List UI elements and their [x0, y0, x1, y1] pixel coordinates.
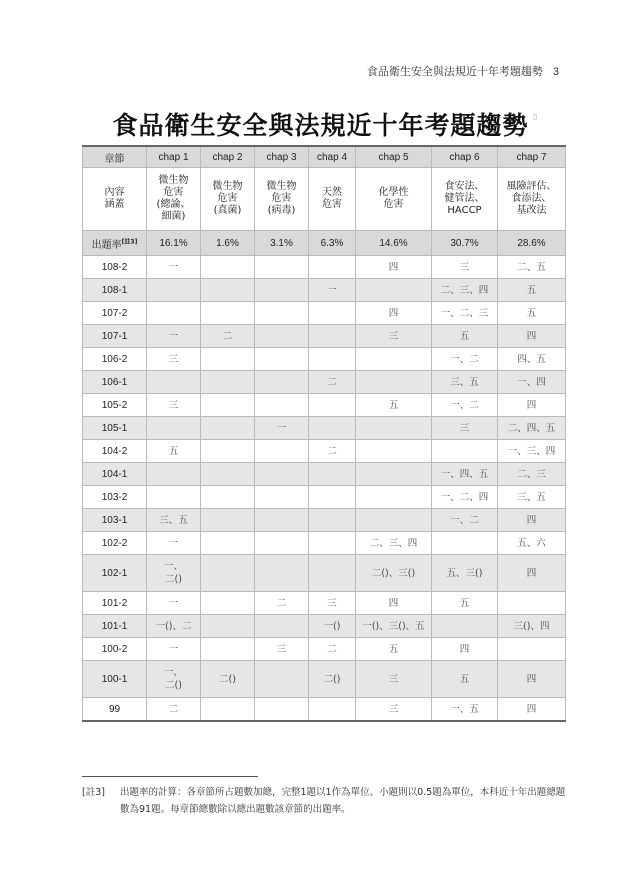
exam-trend-table — [82, 145, 566, 722]
question-cell: 五 — [356, 394, 432, 417]
question-cell: 三 — [432, 417, 498, 440]
question-cell — [201, 486, 255, 509]
question-cell — [147, 302, 201, 325]
question-cell: 一 — [147, 638, 201, 661]
question-cell — [201, 302, 255, 325]
table-row — [83, 555, 566, 592]
table-row — [83, 302, 566, 325]
question-cell: 一、 二() — [147, 661, 201, 698]
question-cell — [255, 371, 309, 394]
content-cell: 風險評估、 食添法、 基改法 — [498, 168, 566, 231]
content-label: 內容 涵蓋 — [83, 168, 147, 231]
question-cell — [356, 371, 432, 394]
exam-session-cell: 108-1 — [83, 279, 147, 302]
table-row — [83, 661, 566, 698]
question-cell: 三 — [309, 592, 356, 615]
question-cell: 一、二 — [432, 348, 498, 371]
exam-session-cell: 106-1 — [83, 371, 147, 394]
question-cell: 四 — [498, 509, 566, 532]
question-cell — [201, 509, 255, 532]
chapter-header: chap 5 — [356, 146, 432, 168]
question-cell: 一、 二() — [147, 555, 201, 592]
question-cell: 五、三() — [432, 555, 498, 592]
exam-session-cell: 100-1 — [83, 661, 147, 698]
question-cell: 一 — [147, 532, 201, 555]
chapter-header: chap 1 — [147, 146, 201, 168]
question-cell: 四 — [498, 661, 566, 698]
question-cell — [498, 592, 566, 615]
question-cell — [255, 615, 309, 638]
table-row — [83, 279, 566, 302]
rate-cell: 14.6% — [356, 231, 432, 256]
question-cell: 一 — [147, 256, 201, 279]
question-cell: 一()、三()、五 — [356, 615, 432, 638]
content-row — [83, 168, 566, 231]
exam-session-cell: 100-2 — [83, 638, 147, 661]
exam-session-cell: 102-2 — [83, 532, 147, 555]
question-cell — [201, 348, 255, 371]
question-cell — [356, 463, 432, 486]
question-cell — [356, 440, 432, 463]
question-cell — [201, 371, 255, 394]
table-row — [83, 486, 566, 509]
table-row — [83, 440, 566, 463]
question-cell: 二、三 — [498, 463, 566, 486]
question-cell: 一、二 — [432, 509, 498, 532]
question-cell — [255, 279, 309, 302]
question-cell: 三、五 — [147, 509, 201, 532]
rate-cell: 28.6% — [498, 231, 566, 256]
running-header — [367, 63, 559, 79]
exam-session-cell: 107-1 — [83, 325, 147, 348]
question-cell: 五 — [147, 440, 201, 463]
content-cell: 微生物 危害 (真菌) — [201, 168, 255, 231]
question-cell: 四、五 — [498, 348, 566, 371]
question-cell: 二、五 — [498, 256, 566, 279]
question-cell — [201, 417, 255, 440]
title-corner-mark: ▯ — [533, 112, 538, 121]
exam-session-cell: 104-2 — [83, 440, 147, 463]
question-cell — [201, 440, 255, 463]
table-row — [83, 463, 566, 486]
exam-session-cell: 103-1 — [83, 509, 147, 532]
question-cell: 五 — [432, 661, 498, 698]
rate-row — [83, 231, 566, 256]
chapter-header: chap 6 — [432, 146, 498, 168]
table-row — [83, 325, 566, 348]
question-cell — [432, 532, 498, 555]
question-cell: 四 — [432, 638, 498, 661]
question-cell: 二 — [147, 698, 201, 722]
table-row — [83, 638, 566, 661]
question-cell — [147, 371, 201, 394]
question-cell: 四 — [356, 592, 432, 615]
question-cell — [255, 394, 309, 417]
question-cell: 二() — [309, 661, 356, 698]
question-cell — [356, 486, 432, 509]
question-cell — [255, 486, 309, 509]
question-cell — [255, 256, 309, 279]
rate-cell: 30.7% — [432, 231, 498, 256]
table-row — [83, 256, 566, 279]
exam-session-cell: 103-2 — [83, 486, 147, 509]
question-cell — [201, 256, 255, 279]
question-cell — [201, 463, 255, 486]
question-cell: 二 — [309, 440, 356, 463]
table-row — [83, 509, 566, 532]
question-cell — [255, 661, 309, 698]
question-cell — [201, 279, 255, 302]
rate-cell: 6.3% — [309, 231, 356, 256]
exam-session-cell: 104-1 — [83, 463, 147, 486]
question-cell: 三、五 — [498, 486, 566, 509]
question-cell: 二 — [201, 325, 255, 348]
exam-session-cell: 102-1 — [83, 555, 147, 592]
question-cell: 三()、四 — [498, 615, 566, 638]
question-cell: 二、四、五 — [498, 417, 566, 440]
chapter-header: chap 4 — [309, 146, 356, 168]
question-cell — [356, 417, 432, 440]
question-cell — [201, 394, 255, 417]
exam-session-cell: 105-1 — [83, 417, 147, 440]
question-cell — [255, 463, 309, 486]
question-cell: 五 — [432, 592, 498, 615]
question-cell: 一 — [147, 325, 201, 348]
question-cell — [356, 279, 432, 302]
question-cell — [255, 509, 309, 532]
question-cell: 一、二、四 — [432, 486, 498, 509]
question-cell — [147, 486, 201, 509]
question-cell: 三 — [356, 661, 432, 698]
question-cell: 一、五 — [432, 698, 498, 722]
question-cell: 一()、二 — [147, 615, 201, 638]
question-cell — [309, 555, 356, 592]
question-cell: 二、三、四 — [356, 532, 432, 555]
question-cell: 一 — [309, 279, 356, 302]
content-cell: 微生物 危害 (總論、 細菌) — [147, 168, 201, 231]
exam-session-cell: 107-2 — [83, 302, 147, 325]
question-cell: 一、三、四 — [498, 440, 566, 463]
table-row — [83, 348, 566, 371]
question-cell — [309, 509, 356, 532]
question-cell: 五 — [498, 279, 566, 302]
question-cell — [309, 532, 356, 555]
question-cell: 五、六 — [498, 532, 566, 555]
question-cell — [255, 532, 309, 555]
exam-session-cell: 106-2 — [83, 348, 147, 371]
question-cell — [309, 302, 356, 325]
question-cell: 一、二、三 — [432, 302, 498, 325]
question-cell: 五 — [432, 325, 498, 348]
content-cell: 天然 危害 — [309, 168, 356, 231]
question-cell: 三、五 — [432, 371, 498, 394]
exam-session-cell: 101-1 — [83, 615, 147, 638]
question-cell — [201, 555, 255, 592]
question-cell — [432, 615, 498, 638]
question-cell — [255, 302, 309, 325]
table-row — [83, 417, 566, 440]
question-cell: 一、二 — [432, 394, 498, 417]
content-cell: 食安法、 健管法、 HACCP — [432, 168, 498, 231]
table-row — [83, 615, 566, 638]
question-cell — [255, 440, 309, 463]
question-cell — [147, 463, 201, 486]
rate-cell: 1.6% — [201, 231, 255, 256]
question-cell: 二 — [309, 638, 356, 661]
corner-label: 章節 — [83, 146, 147, 168]
content-cell: 化學性 危害 — [356, 168, 432, 231]
question-cell: 五 — [498, 302, 566, 325]
question-cell — [432, 440, 498, 463]
content-cell: 微生物 危害 (病毒) — [255, 168, 309, 231]
question-cell — [356, 509, 432, 532]
exam-session-cell: 105-2 — [83, 394, 147, 417]
question-cell: 三 — [255, 638, 309, 661]
table-row — [83, 532, 566, 555]
question-cell — [201, 592, 255, 615]
question-cell: 一、四、五 — [432, 463, 498, 486]
question-cell: 一、四 — [498, 371, 566, 394]
question-cell — [255, 348, 309, 371]
question-cell — [309, 394, 356, 417]
footnote-rule — [82, 776, 258, 777]
question-cell — [309, 348, 356, 371]
exam-session-cell: 108-2 — [83, 256, 147, 279]
question-cell: 四 — [498, 394, 566, 417]
question-cell: 二() — [201, 661, 255, 698]
question-cell — [309, 698, 356, 722]
page-title: 食品衛生安全與法規近十年考題趨勢 — [112, 111, 529, 140]
question-cell — [356, 348, 432, 371]
question-cell: 五 — [356, 638, 432, 661]
rate-label-cell — [83, 231, 147, 256]
chapter-header: chap 2 — [201, 146, 255, 168]
footnote — [82, 784, 572, 818]
question-cell: 二、三、四 — [432, 279, 498, 302]
question-cell: 三 — [432, 256, 498, 279]
exam-session-cell: 99 — [83, 698, 147, 722]
chapter-header-row — [83, 146, 566, 168]
question-cell — [201, 638, 255, 661]
question-cell: 四 — [498, 698, 566, 722]
rate-cell: 3.1% — [255, 231, 309, 256]
question-cell: 三 — [356, 698, 432, 722]
question-cell: 三 — [147, 394, 201, 417]
chapter-header: chap 3 — [255, 146, 309, 168]
table-row — [83, 394, 566, 417]
footnote-mark: [註3] — [82, 787, 105, 798]
rate-cell: 16.1% — [147, 231, 201, 256]
question-cell: 四 — [356, 256, 432, 279]
running-title: 食品衛生安全與法規近十年考題趨勢 — [366, 65, 543, 78]
table-row — [83, 698, 566, 722]
question-cell: 三 — [356, 325, 432, 348]
question-cell — [255, 555, 309, 592]
page-number: 3 — [552, 66, 559, 78]
question-cell — [255, 698, 309, 722]
question-cell — [201, 698, 255, 722]
question-cell — [255, 325, 309, 348]
question-cell: 一() — [309, 615, 356, 638]
question-cell: 二()、三() — [356, 555, 432, 592]
chapter-header: chap 7 — [498, 146, 566, 168]
question-cell: 二 — [309, 371, 356, 394]
question-cell: 一 — [147, 592, 201, 615]
question-cell — [309, 256, 356, 279]
footnote-text: 出題率的計算：各章節所占題數加總，完整1題以1作為單位、小題則以0.5題為單位，本科近十年出題總題數為91題。每章節總數除以總出題數該章節的出題率。 — [120, 787, 566, 815]
exam-session-cell: 101-2 — [83, 592, 147, 615]
question-cell: 一 — [255, 417, 309, 440]
table-row — [83, 592, 566, 615]
question-cell — [147, 417, 201, 440]
question-cell — [147, 279, 201, 302]
rate-note: [註3] — [121, 238, 138, 246]
question-cell — [201, 615, 255, 638]
question-cell — [309, 463, 356, 486]
question-cell — [498, 638, 566, 661]
table-row — [83, 371, 566, 394]
rate-label: 出題率 — [91, 239, 122, 251]
exam-rows — [83, 256, 566, 722]
question-cell: 三 — [147, 348, 201, 371]
question-cell: 二 — [255, 592, 309, 615]
question-cell: 四 — [498, 555, 566, 592]
question-cell — [309, 417, 356, 440]
question-cell — [201, 532, 255, 555]
question-cell: 四 — [498, 325, 566, 348]
question-cell — [309, 486, 356, 509]
question-cell — [309, 325, 356, 348]
question-cell: 四 — [356, 302, 432, 325]
